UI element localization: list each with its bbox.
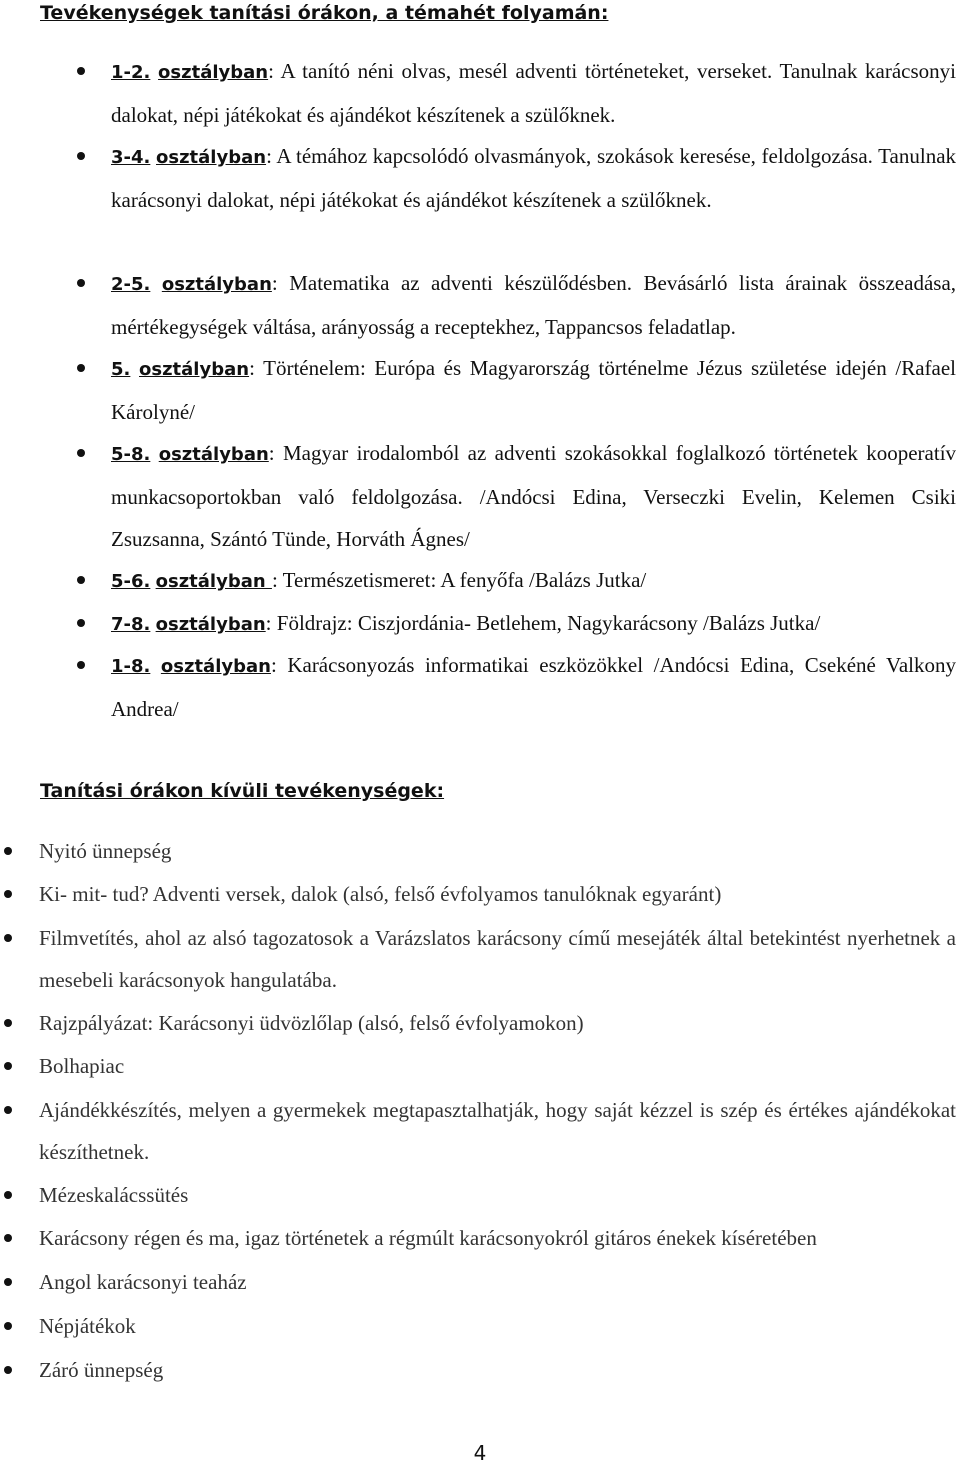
list-item: Nyitó ünnepség	[39, 839, 172, 863]
list-item	[111, 432, 956, 560]
bullet-icon	[4, 1366, 12, 1374]
bullet-icon	[4, 890, 12, 898]
list-item	[111, 50, 956, 136]
bullet-icon	[77, 661, 85, 669]
class-label: osztályban	[158, 62, 269, 83]
bullet-icon	[77, 576, 85, 584]
list-item: Népjátékok	[39, 1314, 136, 1338]
bullet-icon	[77, 152, 85, 160]
bullet-icon	[4, 1234, 12, 1242]
class-label: osztályban	[156, 147, 267, 168]
class-label: osztályban	[161, 274, 272, 295]
grade-label: 5-8.	[111, 444, 151, 465]
page-number: 4	[473, 1441, 487, 1465]
grade-label: 5-6.	[111, 571, 151, 592]
bullet-icon	[4, 1191, 12, 1199]
bullet-icon	[4, 1322, 12, 1330]
bullet-icon	[4, 847, 12, 855]
section2-title: Tanítási órákon kívüli tevékenységek:	[40, 780, 445, 802]
list-item: Ajándékkészítés, melyen a gyermekek megtapasztalhatják, hogy saját kézzel is szép és értékes ajándékokat készíthetnek.	[39, 1098, 956, 1164]
class-label: osztályban	[139, 359, 250, 380]
list-item: Karácsony régen és ma, igaz történetek a régmúlt karácsonyokról gitáros énekek kíséretében	[39, 1226, 817, 1250]
list-item: Mézeskalácssütés	[39, 1183, 189, 1207]
bullet-icon	[4, 1019, 12, 1027]
bullet-icon	[77, 364, 85, 372]
list-item	[111, 135, 956, 221]
bullet-icon	[77, 279, 85, 287]
separator: :	[249, 356, 255, 380]
class-label: osztályban	[155, 614, 266, 635]
class-label: osztályban	[155, 571, 272, 592]
separator: :	[268, 441, 275, 465]
grade-label: 3-4.	[111, 147, 151, 168]
item-text: Karácsonyozás informatikai eszközökkel /Andócsi Edina, Csekéné Valkony Andrea/	[111, 653, 957, 721]
bullet-icon	[4, 934, 12, 942]
list-item	[111, 347, 956, 433]
separator: :	[270, 653, 277, 677]
bullet-icon	[4, 1062, 12, 1070]
bullet-icon	[77, 67, 85, 75]
list-item	[111, 559, 956, 603]
grade-label: 1-8.	[111, 656, 151, 677]
separator: :	[265, 611, 272, 635]
item-text: A témához kapcsolódó olvasmányok, szokások keresése, feldolgozása. Tanulnak karácsonyi dalokat, népi játékokat és ajándékot készítenek a szülőknek.	[111, 144, 957, 212]
list-item: Ki- mit- tud? Adventi versek, dalok (alsó, felső évfolyamos tanulóknak egyaránt)	[39, 882, 722, 906]
grade-label: 1-2.	[111, 62, 151, 83]
bullet-icon	[4, 1106, 12, 1114]
list-item: Filmvetítés, ahol az alsó tagozatosok a Varázslatos karácsony című mesejáték által betekintést nyerhetnek a mesebeli karácsonyok hangulatába.	[39, 926, 956, 992]
bullet-icon	[4, 1278, 12, 1286]
item-text: Természetismeret: A fenyőfa /Balázs Jutka/	[282, 568, 647, 592]
list-item: Bolhapiac	[39, 1054, 125, 1078]
separator: :	[268, 59, 274, 83]
class-label: osztályban	[160, 656, 271, 677]
item-text: Történelem: Európa és Magyarország történelme Jézus születése idején /Rafael Károlyné/	[111, 356, 957, 424]
list-item: Angol karácsonyi teaház	[39, 1270, 247, 1294]
separator: :	[271, 568, 278, 592]
list-item	[111, 602, 956, 646]
grade-label: 2-5.	[111, 274, 151, 295]
grade-label: 7-8.	[111, 614, 151, 635]
class-label: osztályban	[158, 444, 269, 465]
item-text: Matematika az adventi készülődésben. Bevásárló lista árainak összeadása, mértékegységek váltása, arányosság a receptekhez, Tappancsos feladatlap.	[111, 271, 957, 339]
grade-label: 5.	[111, 359, 131, 380]
list-item: Rajzpályázat: Karácsonyi üdvözlőlap (alsó, felső évfolyamokon)	[39, 1011, 584, 1035]
item-text: A tanító néni olvas, mesél adventi történeteket, verseket. Tanulnak karácsonyi dalokat, népi játékokat és ajándékot készítenek a szülőknek.	[111, 59, 957, 127]
list-item	[111, 262, 956, 348]
separator: :	[271, 271, 278, 295]
section1-title: Tevékenységek tanítási órákon, a témahét folyamán:	[40, 2, 609, 24]
item-text: Magyar irodalomból az adventi szokásokkal foglalkozó történetek kooperatív munkacsoportokban való feldolgozása. /Andócsi Edina, Verseczki Evelin, Kelemen Csiki Zsuzsanna, Szántó Tünde, Horváth Ágnes/	[111, 441, 957, 551]
separator: :	[266, 144, 272, 168]
bullet-icon	[77, 619, 85, 627]
list-item	[111, 644, 956, 730]
item-text: Földrajz: Ciszjordánia- Betlehem, Nagykarácsony /Balázs Jutka/	[276, 611, 821, 635]
bullet-icon	[77, 449, 85, 457]
list-item: Záró ünnepség	[39, 1358, 164, 1382]
